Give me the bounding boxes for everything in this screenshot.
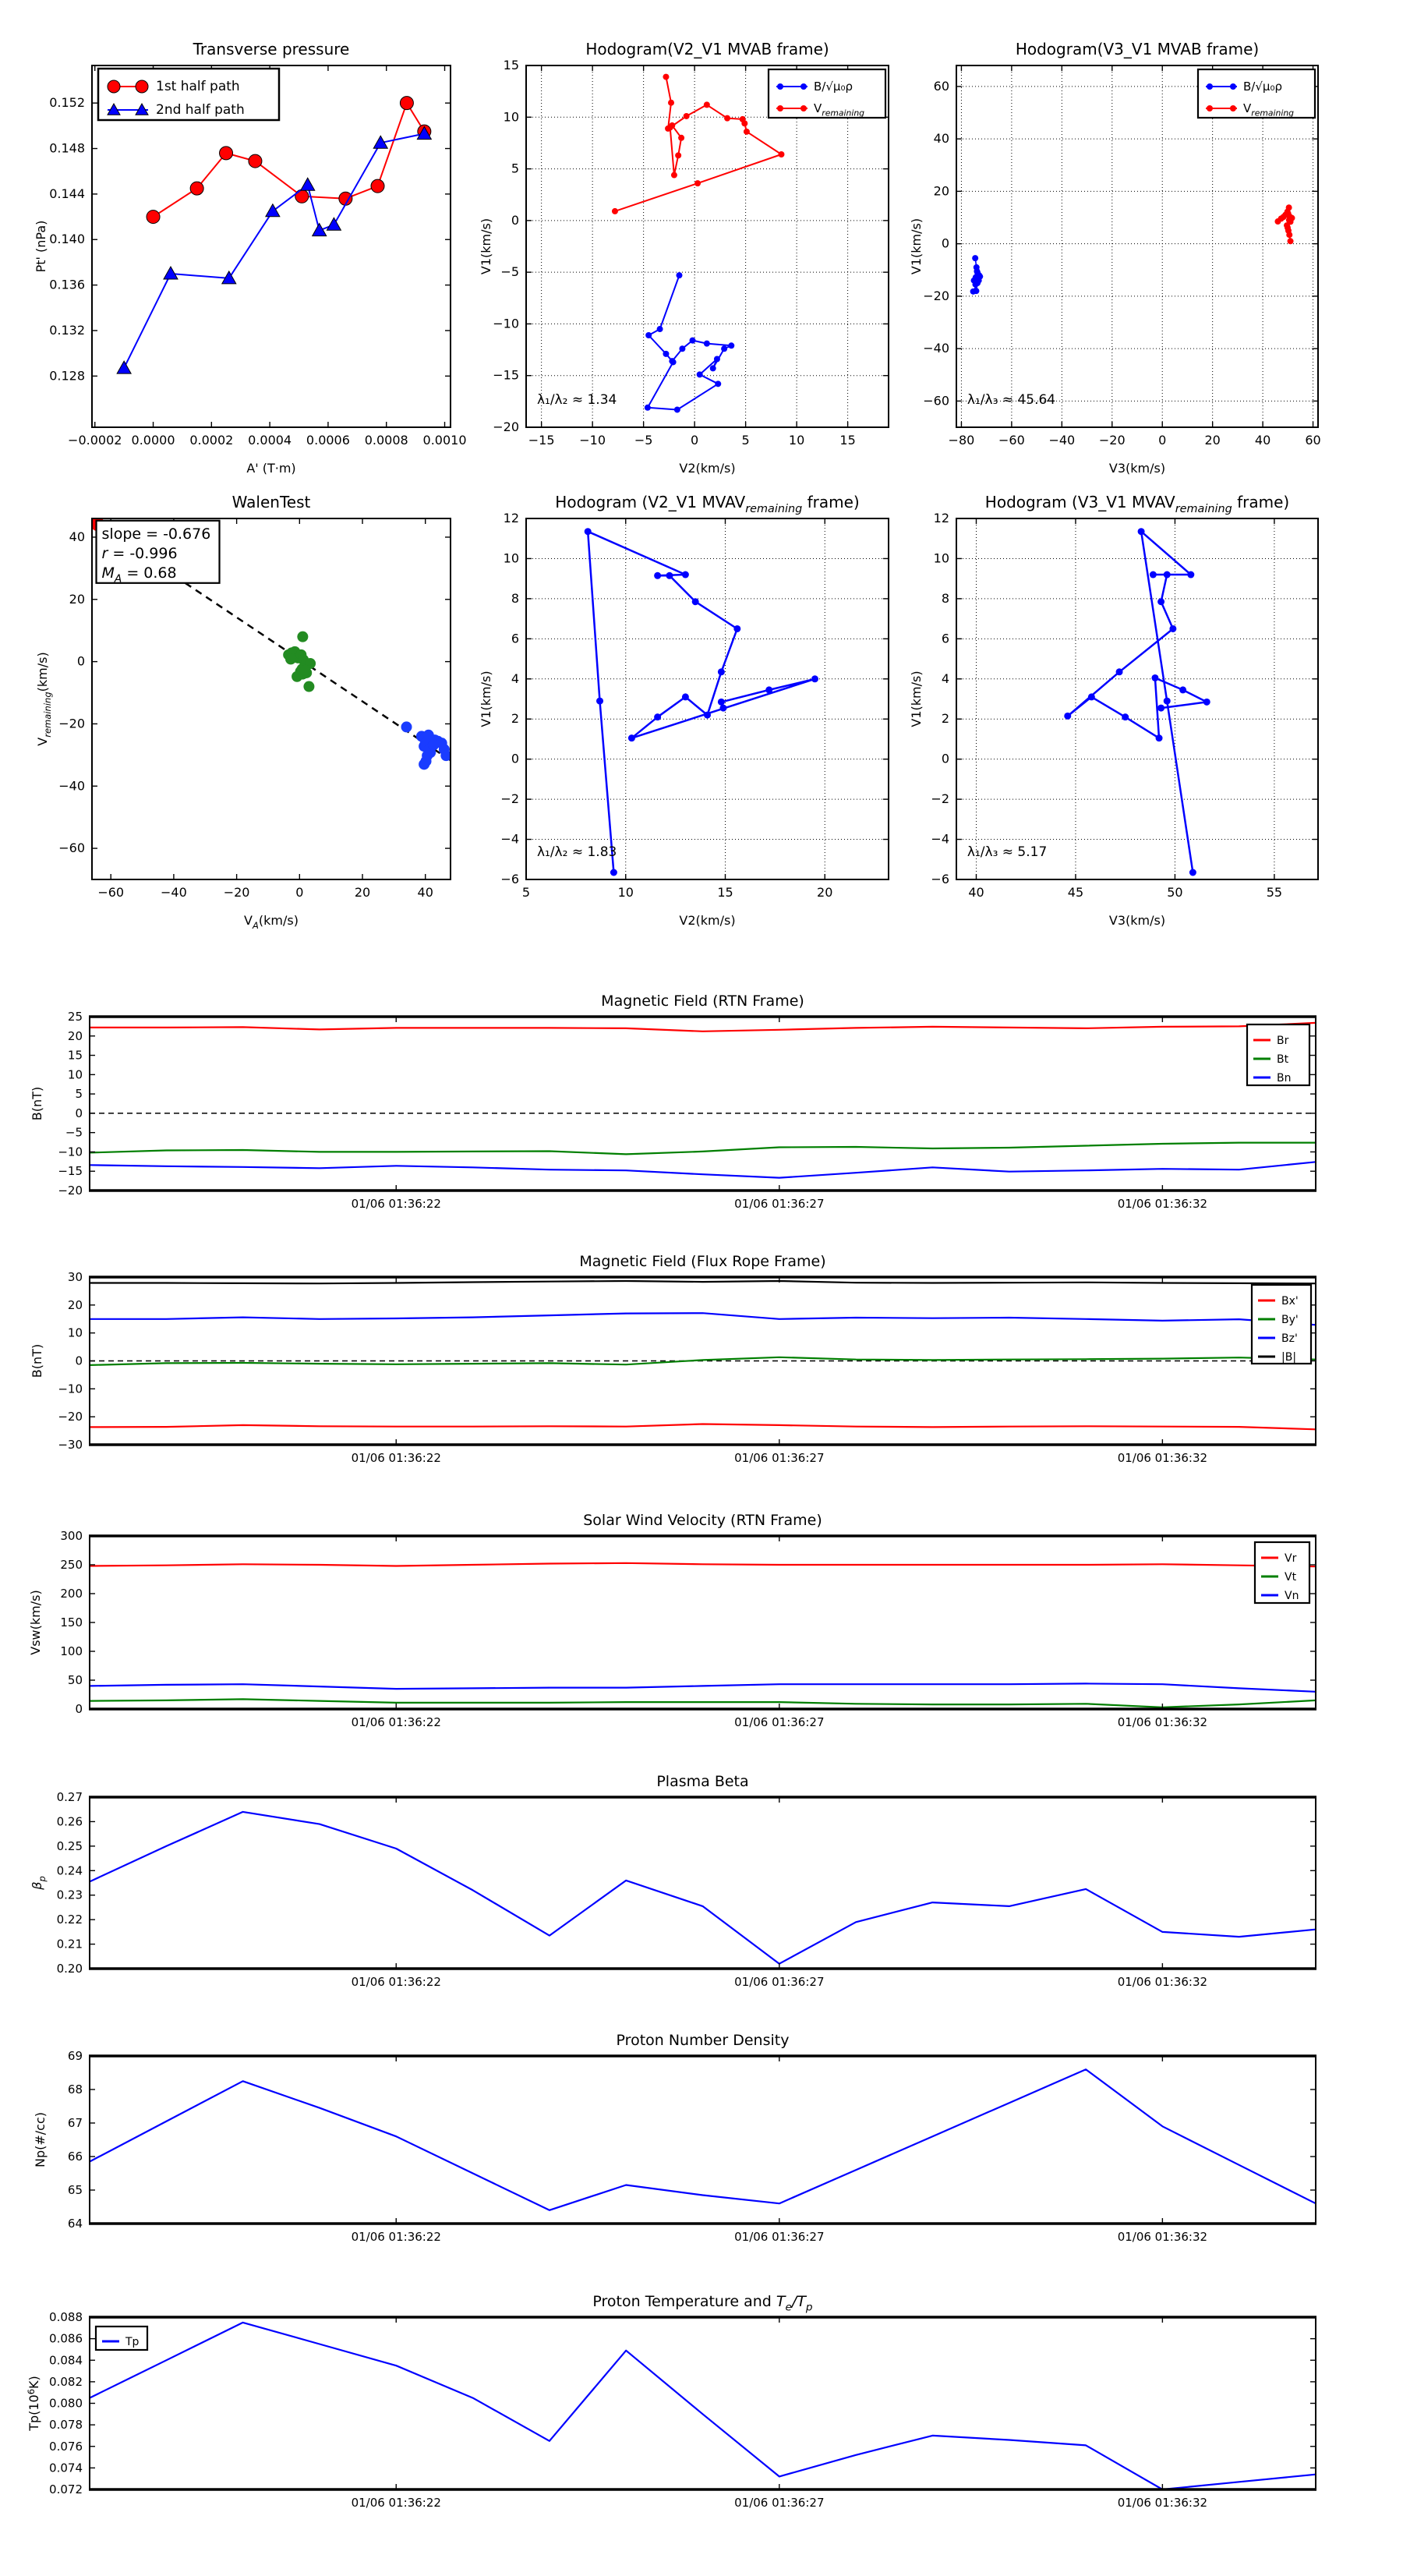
pb-xtick-label: 0 <box>691 433 699 448</box>
panel-p6 <box>30 1773 1316 1989</box>
pd-ytick-label: −20 <box>58 716 85 731</box>
pb-xtick-label: −15 <box>528 433 555 448</box>
pd-xtick-label: 20 <box>354 885 371 900</box>
pb-ytick-label: 10 <box>503 109 519 125</box>
p5-ylabel: Vsw(km/s) <box>28 1590 43 1655</box>
p4-ytick-label: 10 <box>67 1325 83 1340</box>
pd-xtick-label: −60 <box>97 885 125 900</box>
pf-ylabel: V1(km/s) <box>909 671 924 727</box>
p3-xtick-label: 01/06 01:36:27 <box>734 1197 825 1211</box>
p7-ylabel: Np(#/cc) <box>33 2112 48 2167</box>
p8-xtick-label: 01/06 01:36:27 <box>734 2496 825 2510</box>
pc-ytick-label: 60 <box>933 78 949 94</box>
pa-xtick-label: 0.0006 <box>306 433 350 448</box>
p8-ytick-label: 0.078 <box>49 2418 83 2433</box>
p7-ytick-label: 66 <box>67 2150 83 2164</box>
pd-annotation-line: $M_A = 0.68$ <box>101 564 177 586</box>
p4-ytick-label: −20 <box>58 1410 83 1424</box>
pe-ytick-label: 6 <box>511 631 519 646</box>
pf-ytick-label: 2 <box>941 711 949 727</box>
pe-ylabel: V1(km/s) <box>479 671 493 727</box>
pd-ytick-label: 0 <box>76 653 85 669</box>
pe-ytick-label: 4 <box>511 671 519 686</box>
p6-series-group <box>90 1812 1316 1964</box>
p8-legend <box>96 2327 147 2350</box>
pf-ytick-label: 10 <box>933 550 949 566</box>
p4-legend-label: |B| <box>1281 1351 1297 1364</box>
pa-ytick-label: 0.152 <box>49 95 85 111</box>
pe-series-hodogram <box>585 528 818 876</box>
pc-ytick-label: −40 <box>923 341 949 356</box>
pd-ylabel: $V_{remaining}(km/s)$ <box>35 652 53 746</box>
pa-xtick-label: −0.0002 <box>68 433 122 448</box>
p6-ytick-label: 0.25 <box>56 1838 83 1853</box>
pf-xtick-label: 50 <box>1167 885 1183 900</box>
pe-xtick-label: 20 <box>817 885 833 900</box>
p8-xtick-label: 01/06 01:36:32 <box>1117 2496 1208 2510</box>
p5-ytick-label: 150 <box>60 1615 83 1629</box>
pf-series-group <box>1064 528 1210 876</box>
p3-ytick-label: 20 <box>67 1028 83 1043</box>
p5-ytick-label: 50 <box>67 1673 83 1687</box>
pe-ytick-label: 8 <box>511 590 519 606</box>
p4-series-Bmag <box>90 1281 1316 1283</box>
p5-xtick-label: 01/06 01:36:22 <box>351 1715 441 1729</box>
p5-legend-label: Vn <box>1285 1590 1299 1602</box>
pe-ytick-label: 2 <box>511 711 519 727</box>
pf-ytick-label: 0 <box>941 751 949 766</box>
pb-series-v-remaining <box>612 74 785 214</box>
p4-legend <box>1252 1285 1311 1364</box>
pd-xtick-label: 40 <box>417 885 433 900</box>
pd-ytick-label: 40 <box>69 529 85 544</box>
p5-title: Solar Wind Velocity (RTN Frame) <box>583 1512 822 1529</box>
pa-xtick-label: 0.0004 <box>248 433 292 448</box>
pf-title: Hodogram (V3_V1 $MVAV_{remaining}$ frame) <box>984 493 1290 515</box>
pd-ytick-label: −60 <box>58 840 85 856</box>
panel-pb <box>479 40 889 476</box>
pe-ytick-label: −2 <box>500 791 519 807</box>
pe-ytick-label: −4 <box>500 831 519 847</box>
pd-ytick-label: 20 <box>69 591 85 607</box>
pc-ylabel: V1(km/s) <box>909 218 924 275</box>
pc-ytick-label: −20 <box>923 288 949 303</box>
pe-annotation: λ₁/λ₂ ≈ 1.83 <box>536 844 617 860</box>
pa-ytick-label: 0.132 <box>49 322 85 338</box>
pc-series-alfven-b <box>970 255 984 295</box>
p4-ytick-label: 30 <box>67 1270 83 1284</box>
p3-ytick-label: 15 <box>67 1048 83 1063</box>
pb-xtick-label: 5 <box>741 433 750 448</box>
pa-xlabel: A' (T·m) <box>246 461 296 476</box>
pa-xtick-label: 0.0008 <box>364 433 408 448</box>
pf-ytick-label: 6 <box>941 631 949 646</box>
pd-series-scatter-blue <box>401 721 452 770</box>
pd-annotation-box <box>97 521 220 586</box>
pa-legend <box>98 69 279 120</box>
p5-ytick-label: 250 <box>60 1558 83 1572</box>
p3-ytick-label: −5 <box>65 1125 83 1140</box>
p7-series-Np <box>90 2069 1316 2210</box>
p7-series-group <box>90 2069 1316 2210</box>
pd-annotation-line: slope = -0.676 <box>101 525 211 543</box>
pb-ylabel: V1(km/s) <box>479 218 493 275</box>
panel-pd <box>35 493 451 931</box>
p6-ytick-label: 0.21 <box>56 1937 83 1951</box>
pd-annotation-line: r = -0.996 <box>101 544 178 562</box>
p5-series-Vn <box>90 1683 1316 1691</box>
p3-xtick-label: 01/06 01:36:22 <box>351 1197 441 1211</box>
p6-ytick-label: 0.22 <box>56 1913 83 1927</box>
p3-ytick-label: 10 <box>67 1067 83 1082</box>
p8-ytick-label: 0.084 <box>49 2353 83 2368</box>
p7-ytick-label: 64 <box>67 2217 83 2231</box>
p8-ylabel: $Tp(10^6K)$ <box>26 2376 41 2431</box>
pc-xtick-label: −80 <box>948 433 975 448</box>
p4-series-Bz-prime <box>90 1313 1316 1325</box>
p6-ytick-label: 0.20 <box>56 1962 83 1976</box>
panel-pa <box>34 40 467 476</box>
p4-series-group <box>90 1281 1316 1429</box>
p7-xtick-label: 01/06 01:36:32 <box>1117 2230 1208 2244</box>
pc-ytick-label: 0 <box>941 235 949 251</box>
p7-xtick-label: 01/06 01:36:27 <box>734 2230 825 2244</box>
pf-xtick-label: 55 <box>1266 885 1283 900</box>
p5-ytick-label: 100 <box>60 1644 83 1658</box>
pf-annotation: λ₁/λ₃ ≈ 5.17 <box>967 844 1048 860</box>
p4-ytick-label: −10 <box>58 1382 83 1396</box>
p3-ytick-label: 0 <box>75 1106 83 1120</box>
pe-xtick-label: 5 <box>521 885 531 900</box>
pd-xtick-label: −40 <box>161 885 187 900</box>
pc-xtick-label: −60 <box>998 433 1025 448</box>
pd-series-scatter-green <box>283 632 316 692</box>
pa-legend-label: 1st half path <box>156 79 240 94</box>
p4-title: Magnetic Field (Flux Rope Frame) <box>579 1253 826 1270</box>
p5-ytick-label: 300 <box>60 1529 83 1543</box>
pb-ytick-label: −20 <box>493 419 519 434</box>
p4-legend-label: Bx' <box>1281 1295 1299 1307</box>
p5-xtick-label: 01/06 01:36:27 <box>734 1715 825 1729</box>
p5-legend <box>1255 1542 1309 1603</box>
pe-xtick-label: 10 <box>617 885 634 900</box>
pc-ytick-label: 40 <box>933 131 949 147</box>
pb-series-group <box>612 74 785 413</box>
pa-series-group <box>117 97 431 373</box>
p5-ytick-label: 200 <box>60 1587 83 1601</box>
p4-ytick-label: 20 <box>67 1297 83 1312</box>
p4-legend-label: Bz' <box>1281 1332 1298 1345</box>
p6-xtick-label: 01/06 01:36:32 <box>1117 1975 1208 1989</box>
p3-ytick-label: 5 <box>75 1087 83 1102</box>
pc-legend-label: $V_{remaining}$ <box>1243 101 1295 119</box>
p3-ytick-label: −20 <box>58 1184 83 1198</box>
pe-xtick-label: 15 <box>717 885 733 900</box>
pb-ytick-label: −15 <box>493 367 519 383</box>
pb-xtick-label: 10 <box>788 433 805 448</box>
p6-title: Plasma Beta <box>656 1773 749 1790</box>
p8-ytick-label: 0.088 <box>49 2310 83 2324</box>
p7-ytick-label: 67 <box>67 2116 83 2130</box>
pb-xtick-label: −5 <box>634 433 653 448</box>
pd-xlabel: $V_A(km/s)$ <box>244 913 299 931</box>
pd-title: WalenTest <box>231 493 311 511</box>
panel-p7 <box>33 2032 1316 2244</box>
pf-ytick-label: 4 <box>941 671 949 686</box>
p3-ytick-label: −15 <box>58 1164 83 1179</box>
p4-legend-label: By' <box>1281 1314 1299 1326</box>
pd-ytick-label: −40 <box>58 778 85 794</box>
pc-xlabel: V3(km/s) <box>1108 461 1166 476</box>
pb-xtick-label: −10 <box>579 433 606 448</box>
pe-ytick-label: 10 <box>503 550 519 566</box>
pb-xtick-label: 15 <box>839 433 856 448</box>
panel-p4 <box>30 1253 1316 1465</box>
p8-legend-label: Tp <box>125 2336 140 2348</box>
p8-series-Tp <box>90 2323 1316 2489</box>
p7-ytick-label: 68 <box>67 2082 83 2097</box>
pe-ytick-label: −6 <box>500 872 519 886</box>
panel-p8 <box>26 2293 1316 2510</box>
p5-legend-label: Vr <box>1285 1552 1297 1565</box>
panel-pc <box>909 40 1321 476</box>
pa-xtick-label: 0.0002 <box>189 433 234 448</box>
p6-xtick-label: 01/06 01:36:22 <box>351 1975 441 1989</box>
pf-ytick-label: 12 <box>933 511 949 525</box>
pb-legend-label: B/√μ₀ρ <box>814 80 853 94</box>
pe-ytick-label: 0 <box>511 751 519 766</box>
p3-ylabel: B(nT) <box>30 1086 44 1121</box>
p8-ytick-label: 0.080 <box>49 2396 83 2411</box>
p5-series-group <box>90 1563 1316 1707</box>
pd-xtick-label: 0 <box>295 885 304 900</box>
p3-ytick-label: −10 <box>58 1145 83 1159</box>
pb-ytick-label: 0 <box>511 212 519 228</box>
p4-series-Bx-prime <box>90 1424 1316 1430</box>
pc-xtick-label: −20 <box>1098 433 1126 448</box>
p7-xtick-label: 01/06 01:36:22 <box>351 2230 441 2244</box>
pc-annotation: λ₁/λ₃ ≈ 45.64 <box>967 391 1056 408</box>
pb-ytick-label: 15 <box>503 58 519 73</box>
p8-ytick-label: 0.074 <box>49 2461 83 2475</box>
pe-ytick-label: 12 <box>503 511 519 525</box>
pb-ytick-label: −10 <box>493 316 519 331</box>
p8-series-group <box>90 2323 1316 2489</box>
p3-title: Magnetic Field (RTN Frame) <box>601 993 804 1010</box>
pf-ytick-label: −6 <box>931 872 949 886</box>
pc-xtick-label: 20 <box>1204 433 1221 448</box>
pa-xtick-label: 0.0010 <box>422 433 467 448</box>
p5-series-Vt <box>90 1699 1316 1707</box>
p6-series-beta-p <box>90 1812 1316 1964</box>
p5-legend-label: Vt <box>1285 1571 1297 1583</box>
p4-ytick-label: 0 <box>75 1353 83 1368</box>
pc-xtick-label: 60 <box>1305 433 1321 448</box>
p3-ytick-label: 25 <box>67 1010 83 1024</box>
pc-xtick-label: 40 <box>1254 433 1271 448</box>
pc-ytick-label: 20 <box>933 183 949 199</box>
pb-xlabel: V2(km/s) <box>679 461 736 476</box>
pb-ytick-label: −5 <box>500 264 519 280</box>
p8-ytick-label: 0.072 <box>49 2482 83 2496</box>
p4-ytick-label: −30 <box>58 1438 83 1452</box>
p5-xtick-label: 01/06 01:36:32 <box>1117 1715 1208 1729</box>
pc-title: Hodogram(V3_V1 MVAB frame) <box>1015 40 1260 58</box>
pc-legend-label: B/√μ₀ρ <box>1243 80 1282 94</box>
pc-series-v-remaining <box>1274 204 1295 244</box>
panel-p3 <box>30 993 1316 1211</box>
p8-title: Proton Temperature and $T_e/T_p$ <box>592 2293 813 2314</box>
pa-ytick-label: 0.136 <box>49 277 85 292</box>
pc-series-group <box>970 204 1295 295</box>
p3-legend-label: Bt <box>1277 1053 1289 1066</box>
pe-series-group <box>585 528 818 876</box>
p3-series-Br <box>90 1023 1316 1031</box>
pa-xtick-label: 0.0000 <box>131 433 175 448</box>
pe-xlabel: V2(km/s) <box>679 913 736 928</box>
pf-series-hodogram <box>1064 528 1210 876</box>
pa-series-second-half-path <box>117 127 431 374</box>
pf-ytick-label: −4 <box>931 831 949 847</box>
panel-p5 <box>28 1512 1316 1729</box>
p3-legend-label: Br <box>1277 1035 1289 1047</box>
pf-xtick-label: 45 <box>1067 885 1084 900</box>
pf-ytick-label: −2 <box>931 791 949 807</box>
pe-title: Hodogram (V2_V1 $MVAV_{remaining}$ frame) <box>555 493 860 515</box>
pb-series-alfven-b <box>645 272 734 412</box>
panel-pf <box>909 493 1318 928</box>
p3-xtick-label: 01/06 01:36:32 <box>1117 1197 1208 1211</box>
p7-ytick-label: 65 <box>67 2183 83 2197</box>
pb-title: Hodogram(V2_V1 MVAB frame) <box>585 40 829 58</box>
pb-legend <box>769 69 885 119</box>
p4-xtick-label: 01/06 01:36:22 <box>351 1451 441 1465</box>
p6-ytick-label: 0.26 <box>56 1814 83 1829</box>
pf-ytick-label: 8 <box>941 590 949 606</box>
p4-xtick-label: 01/06 01:36:32 <box>1117 1451 1208 1465</box>
pc-legend <box>1198 69 1315 119</box>
p8-ytick-label: 0.082 <box>49 2374 83 2389</box>
p4-ylabel: B(nT) <box>30 1343 44 1378</box>
p3-legend-label: Bn <box>1277 1072 1292 1085</box>
p5-series-Vr <box>90 1563 1316 1566</box>
pa-legend-label: 2nd half path <box>156 102 245 118</box>
p3-legend <box>1247 1024 1309 1085</box>
pf-xlabel: V3(km/s) <box>1108 913 1166 928</box>
pa-ytick-label: 0.128 <box>49 368 85 384</box>
p4-xtick-label: 01/06 01:36:27 <box>734 1451 825 1465</box>
pa-ylabel: Pt' (nPa) <box>34 220 48 273</box>
pb-annotation: λ₁/λ₂ ≈ 1.34 <box>536 391 617 408</box>
p6-ylabel: $\beta_p$ <box>30 1876 48 1890</box>
pb-ytick-label: 5 <box>511 161 519 176</box>
pa-title: Transverse pressure <box>193 40 350 58</box>
pa-ytick-label: 0.144 <box>49 186 85 201</box>
p3-series-group <box>90 1023 1316 1178</box>
p3-series-Bt <box>90 1143 1316 1155</box>
p6-ytick-label: 0.24 <box>56 1863 83 1878</box>
p6-ytick-label: 0.27 <box>56 1790 83 1804</box>
pd-xtick-label: −20 <box>223 885 250 900</box>
p3-series-Bn <box>90 1162 1316 1177</box>
p8-xtick-label: 01/06 01:36:22 <box>351 2496 441 2510</box>
panel-pe <box>479 493 889 928</box>
pa-ytick-label: 0.148 <box>49 140 85 156</box>
pc-xtick-label: −40 <box>1048 433 1076 448</box>
p6-ytick-label: 0.23 <box>56 1888 83 1902</box>
pa-ytick-label: 0.140 <box>49 232 85 247</box>
pf-xtick-label: 40 <box>968 885 984 900</box>
p7-ytick-label: 69 <box>67 2049 83 2063</box>
p6-xtick-label: 01/06 01:36:27 <box>734 1975 825 1989</box>
p8-ytick-label: 0.086 <box>49 2331 83 2346</box>
p5-ytick-label: 0 <box>75 1702 83 1716</box>
p7-title: Proton Number Density <box>616 2032 790 2049</box>
p8-ytick-label: 0.076 <box>49 2439 83 2454</box>
pc-xtick-label: 0 <box>1158 433 1167 448</box>
pc-ytick-label: −60 <box>923 393 949 409</box>
pb-legend-label: $V_{remaining}$ <box>814 101 865 119</box>
